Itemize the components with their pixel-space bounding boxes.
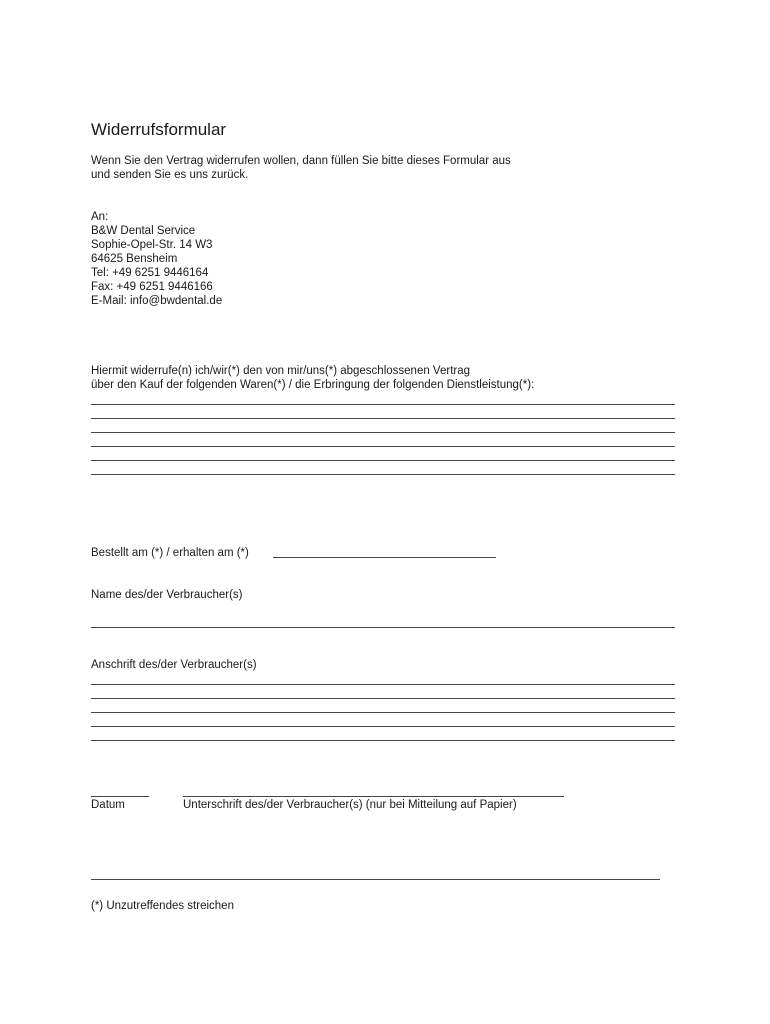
goods-line-3[interactable] <box>91 432 675 433</box>
goods-line-4[interactable] <box>91 446 675 447</box>
consumer-address-line-2[interactable] <box>91 698 675 699</box>
page-title: Widerrufsformular <box>91 120 227 139</box>
intro-line-1: Wenn Sie den Vertrag widerrufen wollen, dann füllen Sie bitte dieses Formular aus <box>91 155 511 167</box>
goods-line-5[interactable] <box>91 460 675 461</box>
recipient-email: E-Mail: info@bwdental.de <box>91 295 223 307</box>
consumer-address-line-3[interactable] <box>91 712 675 713</box>
goods-line-2[interactable] <box>91 418 675 419</box>
recipient-phone: Tel: +49 6251 9446164 <box>91 267 209 279</box>
goods-line-1[interactable] <box>91 404 675 405</box>
order-date-field[interactable] <box>273 557 496 558</box>
footnote: (*) Unzutreffendes streichen <box>91 900 234 912</box>
order-date-label: Bestellt am (*) / erhalten am (*) <box>91 547 249 559</box>
date-label: Datum <box>91 799 125 811</box>
consumer-address-label: Anschrift des/der Verbraucher(s) <box>91 659 257 671</box>
revocation-statement-line-1: Hiermit widerrufe(n) ich/wir(*) den von mir/uns(*) abgeschlossenen Vertrag <box>91 365 471 377</box>
separator-line <box>91 879 660 880</box>
recipient-fax: Fax: +49 6251 9446166 <box>91 281 213 293</box>
signature-label: Unterschrift des/der Verbraucher(s) (nur bei Mitteilung auf Papier) <box>183 799 517 811</box>
date-field[interactable] <box>91 796 149 797</box>
signature-field[interactable] <box>183 796 564 797</box>
consumer-address-line-4[interactable] <box>91 726 675 727</box>
intro-line-2: und senden Sie es uns zurück. <box>91 169 249 181</box>
consumer-address-line-1[interactable] <box>91 684 675 685</box>
consumer-name-label: Name des/der Verbraucher(s) <box>91 589 243 601</box>
consumer-address-line-5[interactable] <box>91 740 675 741</box>
recipient-company: B&W Dental Service <box>91 225 196 237</box>
recipient-label: An: <box>91 211 109 223</box>
revocation-statement-line-2: über den Kauf der folgenden Waren(*) / die Erbringung der folgenden Dienstleistung(*): <box>91 379 535 391</box>
recipient-city: 64625 Bensheim <box>91 253 178 265</box>
recipient-street: Sophie-Opel-Str. 14 W3 <box>91 239 213 251</box>
consumer-name-field[interactable] <box>91 627 675 628</box>
goods-line-6[interactable] <box>91 474 675 475</box>
